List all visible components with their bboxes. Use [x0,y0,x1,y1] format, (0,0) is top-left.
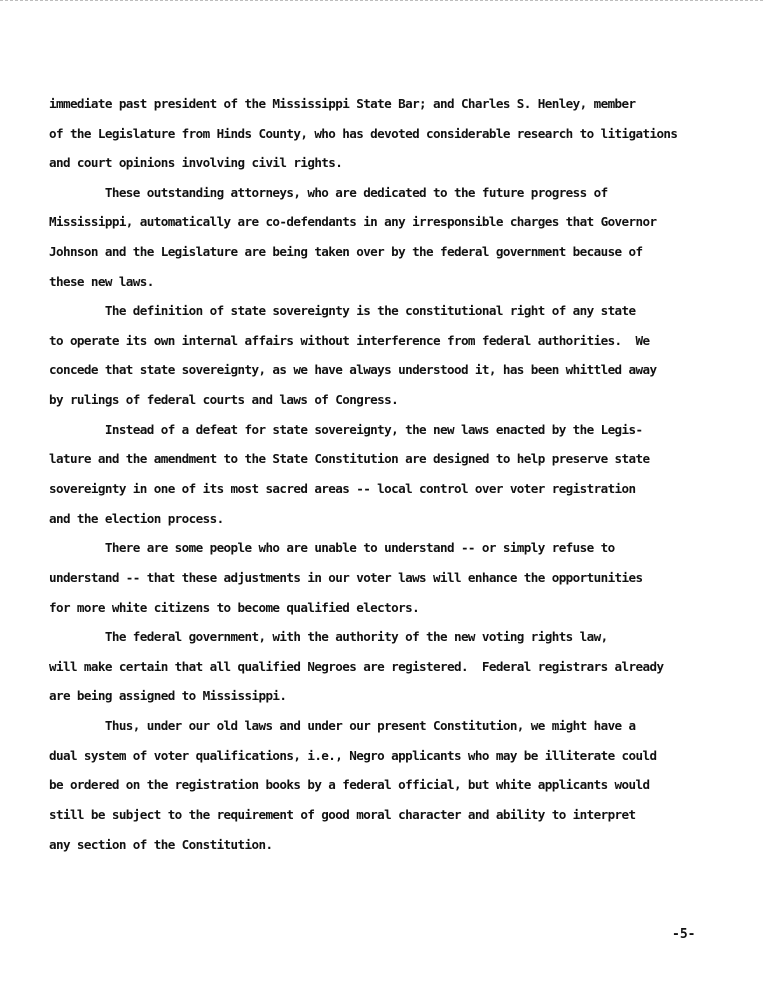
text-line: Thus, under our old laws and under our present Constitution, we might have a [49,718,636,733]
text-line: understand -- that these adjustments in our voter laws will enhance the opportunities [49,570,643,585]
text-line: and the election process. [49,511,224,526]
text-line: still be subject to the requirement of good moral character and ability to interpret [49,807,636,822]
text-line: and court opinions involving civil rights. [49,155,343,170]
text-line: any section of the Constitution. [49,837,273,852]
text-line: sovereignty in one of its most sacred areas -- local control over voter registration [49,481,636,496]
text-line: The definition of state sovereignty is the constitutional right of any state [49,303,636,318]
text-line: Johnson and the Legislature are being taken over by the federal government because of [49,244,643,259]
text-line: of the Legislature from Hinds County, who has devoted considerable research to litigations [49,126,678,141]
text-line: these new laws. [49,274,154,289]
text-line: for more white citizens to become qualified electors. [49,600,420,615]
text-line: will make certain that all qualified Negroes are registered. Federal registrars already [49,659,664,674]
text-line: are being assigned to Mississippi. [49,688,287,703]
text-line: The federal government, with the authority of the new voting rights law, [49,629,608,644]
text-line: dual system of voter qualifications, i.e., Negro applicants who may be illiterate could [49,748,657,763]
text-line: concede that state sovereignty, as we have always understood it, has been whittled away [49,362,657,377]
text-line: to operate its own internal affairs without interference from federal authorities. We [49,333,650,348]
page-number: -5- [672,927,696,942]
text-line: lature and the amendment to the State Constitution are designed to help preserve state [49,451,650,466]
text-line: immediate past president of the Mississippi State Bar; and Charles S. Henley, member [49,96,636,111]
text-line: be ordered on the registration books by a federal official, but white applicants would [49,777,650,792]
text-line: Mississippi, automatically are co-defendants in any irresponsible charges that Governor [49,214,657,229]
text-line: There are some people who are unable to understand -- or simply refuse to [49,540,615,555]
text-line: Instead of a defeat for state sovereignty, the new laws enacted by the Legis- [49,422,643,437]
text-line: These outstanding attorneys, who are dedicated to the future progress of [49,185,608,200]
text-line: by rulings of federal courts and laws of Congress. [49,392,399,407]
